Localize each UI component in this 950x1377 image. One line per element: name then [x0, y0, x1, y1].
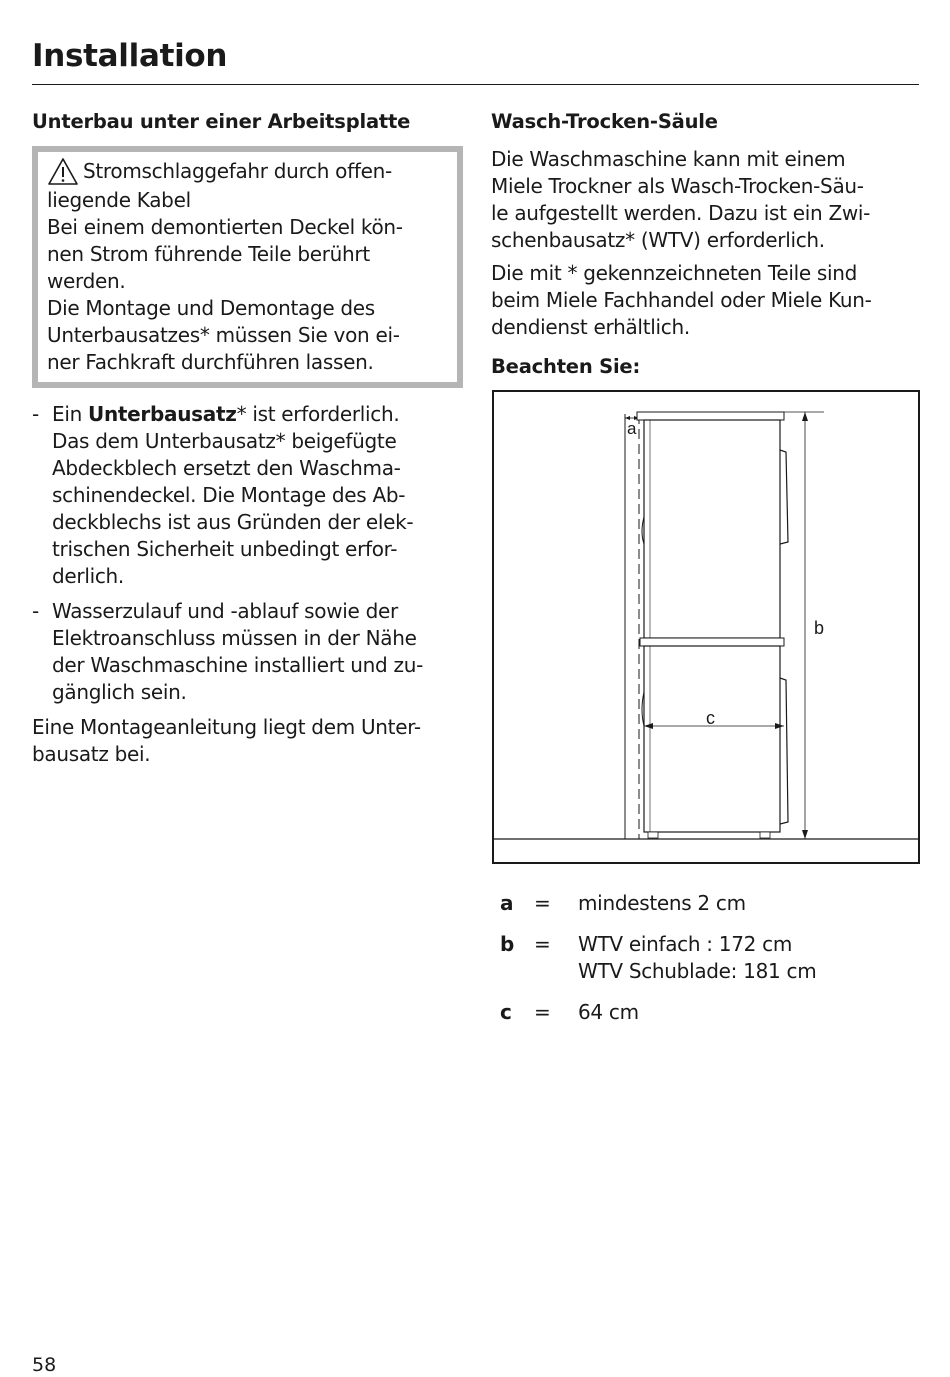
legend-row-c [500, 999, 920, 1026]
closing-text-line: Eine Montageanleitung liegt dem Unter- [32, 715, 421, 739]
foot [760, 832, 770, 838]
dimension-a-label: a [627, 419, 637, 438]
legend-equals: = [534, 1000, 551, 1024]
bullet-line: Abdeckblech ersetzt den Waschma- [52, 456, 401, 480]
legend-value: WTV einfach : 172 cm [578, 932, 793, 956]
legend-key: c [500, 1000, 512, 1024]
legend-equals: = [534, 932, 551, 956]
washer-body [644, 646, 780, 832]
dryer-body [644, 420, 780, 638]
dryer-door-handle [780, 450, 788, 544]
dimension-b-label: b [814, 618, 825, 638]
intermediate-kit-plate [640, 638, 784, 646]
dimension-legend [500, 890, 920, 1040]
warning-text-line: ner Fachkraft durchführen lassen. [47, 350, 374, 374]
foot [648, 832, 658, 838]
body-text-line: schenbausatz* (WTV) erforderlich. [491, 228, 825, 252]
left-column [32, 110, 464, 768]
warning-text-line: werden. [47, 269, 126, 293]
dimension-c-label: c [706, 708, 715, 728]
warning-text-line: Die Montage und Demontage des [47, 296, 375, 320]
body-text-line: beim Miele Fachhandel oder Miele Kun- [491, 288, 872, 312]
warning-text-line: Unterbausatzes* müssen Sie von ei- [47, 323, 400, 347]
legend-value: 64 cm [578, 1000, 639, 1024]
page-number: 58 [32, 1354, 57, 1376]
bullet-prefix: Ein [52, 402, 89, 426]
arrow-icon [802, 412, 808, 421]
body-text-line: le aufgestellt werden. Dazu ist ein Zwi- [491, 201, 871, 225]
warning-title-line2: liegende Kabel [47, 188, 191, 212]
list-item [32, 598, 464, 706]
bullet-line [52, 401, 464, 428]
body-text-line: Die Waschmaschine kann mit einem [491, 147, 846, 171]
stacked-appliances-drawing [494, 392, 918, 862]
bullet-line: Das dem Unterbausatz* beigefügte [52, 429, 397, 453]
body-text-line: Miele Trockner als Wasch-Trocken-Säu- [491, 174, 864, 198]
bullet-line: trischen Sicherheit unbedingt erfor- [52, 537, 398, 561]
warning-title-row [47, 158, 447, 187]
bullet-line: deckblechs ist aus Gründen der elek- [52, 510, 414, 534]
legend-key: b [500, 932, 515, 956]
bullet-line: Elektroanschluss müssen in der Nähe [52, 626, 417, 650]
bullet-line-rest: * ist erforderlich. [236, 402, 400, 426]
bullet-line: Wasserzulauf und -ablauf sowie der [52, 599, 398, 623]
list-item [32, 401, 464, 590]
body-text-line: dendienst erhältlich. [491, 315, 690, 339]
bullet-bold-term: Unterbausatz [88, 402, 237, 426]
warning-box [32, 146, 463, 388]
legend-key: a [500, 891, 514, 915]
bullet-line: gänglich sein. [52, 680, 187, 704]
section-heading-wasch-trocken: Wasch-Trocken-Säule [491, 110, 718, 133]
bullet-dash: - [32, 599, 40, 623]
top-plate [637, 412, 784, 420]
warning-title-line1: Stromschlaggefahr durch offen- [83, 159, 392, 183]
warning-text-line: nen Strom führende Teile berührt [47, 242, 370, 266]
note-heading: Beachten Sie: [491, 355, 641, 378]
bullet-line: schinendeckel. Die Montage des Ab- [52, 483, 406, 507]
arrow-icon [802, 830, 808, 839]
right-column [491, 110, 921, 391]
bullet-dash: - [32, 402, 40, 426]
warning-triangle-icon [47, 157, 79, 187]
bullet-line: derlich. [52, 564, 124, 588]
legend-row-b [500, 931, 920, 985]
legend-equals: = [534, 891, 551, 915]
page-title: Installation [32, 38, 228, 74]
installation-diagram [492, 390, 920, 864]
legend-value: mindestens 2 cm [578, 891, 746, 915]
warning-text-line: Bei einem demontierten Deckel kön- [47, 215, 403, 239]
section-heading-unterbau: Unterbau unter einer Arbeitsplatte [32, 110, 411, 133]
legend-value: WTV Schublade: 181 cm [578, 959, 817, 983]
bullet-line: der Waschmaschine installiert und zu- [52, 653, 423, 677]
body-text-line: Die mit * gekennzeichneten Teile sind [491, 261, 858, 285]
title-divider [32, 84, 919, 85]
closing-text-line: bausatz bei. [32, 742, 151, 766]
legend-row-a [500, 890, 920, 917]
washer-door-handle [780, 678, 788, 824]
